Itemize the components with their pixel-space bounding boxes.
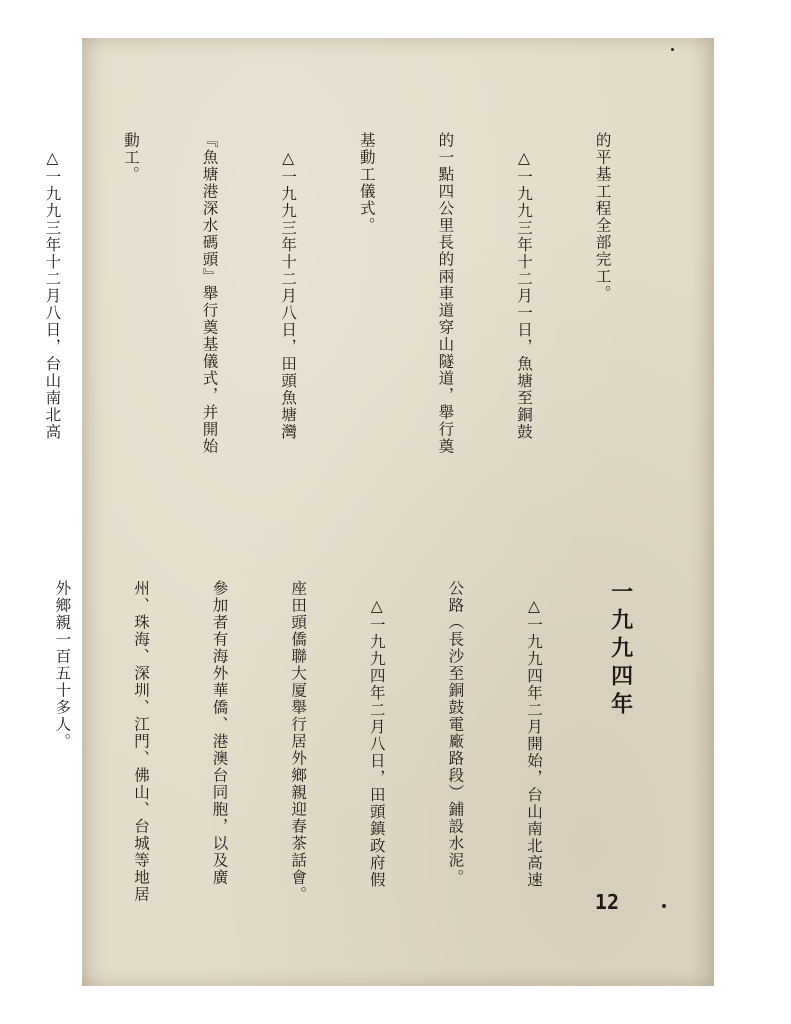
top-text-section	[0, 132, 668, 528]
text-column: △一九九三年十二月一日，魚塘至銅鼓	[514, 132, 533, 441]
text-column: 公路（長沙至銅鼓電廠路段）鋪設水泥。	[446, 580, 465, 886]
text-column: 座田頭僑聯大厦舉行居外鄉親迎春茶話會。	[289, 580, 308, 903]
bottom-text-section	[0, 580, 688, 916]
text-column: 外鄉親一百五十多人。	[53, 580, 72, 750]
text-column: 動工。	[121, 132, 140, 183]
text-column: 的平基工程全部完工。	[593, 132, 612, 302]
text-column: 州、珠海、深圳、江門、佛山、台城等地居	[131, 580, 150, 903]
text-column: △一九九三年十二月八日，台山南北高	[43, 132, 62, 441]
text-column: 的一點四公里長的兩車道穿山隧道，舉行奠	[436, 132, 455, 455]
year-heading: 一九九四年	[607, 580, 634, 720]
ink-speck	[671, 48, 674, 51]
document-page	[43, 38, 714, 986]
text-column: △一九九三年十二月八日，田頭魚塘灣	[279, 132, 298, 441]
text-column: 『魚塘港深水碼頭』舉行奠基儀式，并開始	[200, 132, 219, 455]
text-column: 參加者有海外華僑、港澳台同胞，以及廣	[210, 580, 229, 886]
text-column: △一九九四年二月八日，田頭鎮政府假	[367, 580, 386, 889]
text-column: △一九九四年二月開始，台山南北高速	[524, 580, 543, 889]
ink-speck	[662, 904, 666, 908]
text-column: 基動工儀式。	[357, 132, 376, 234]
page-number: 12	[594, 890, 619, 914]
